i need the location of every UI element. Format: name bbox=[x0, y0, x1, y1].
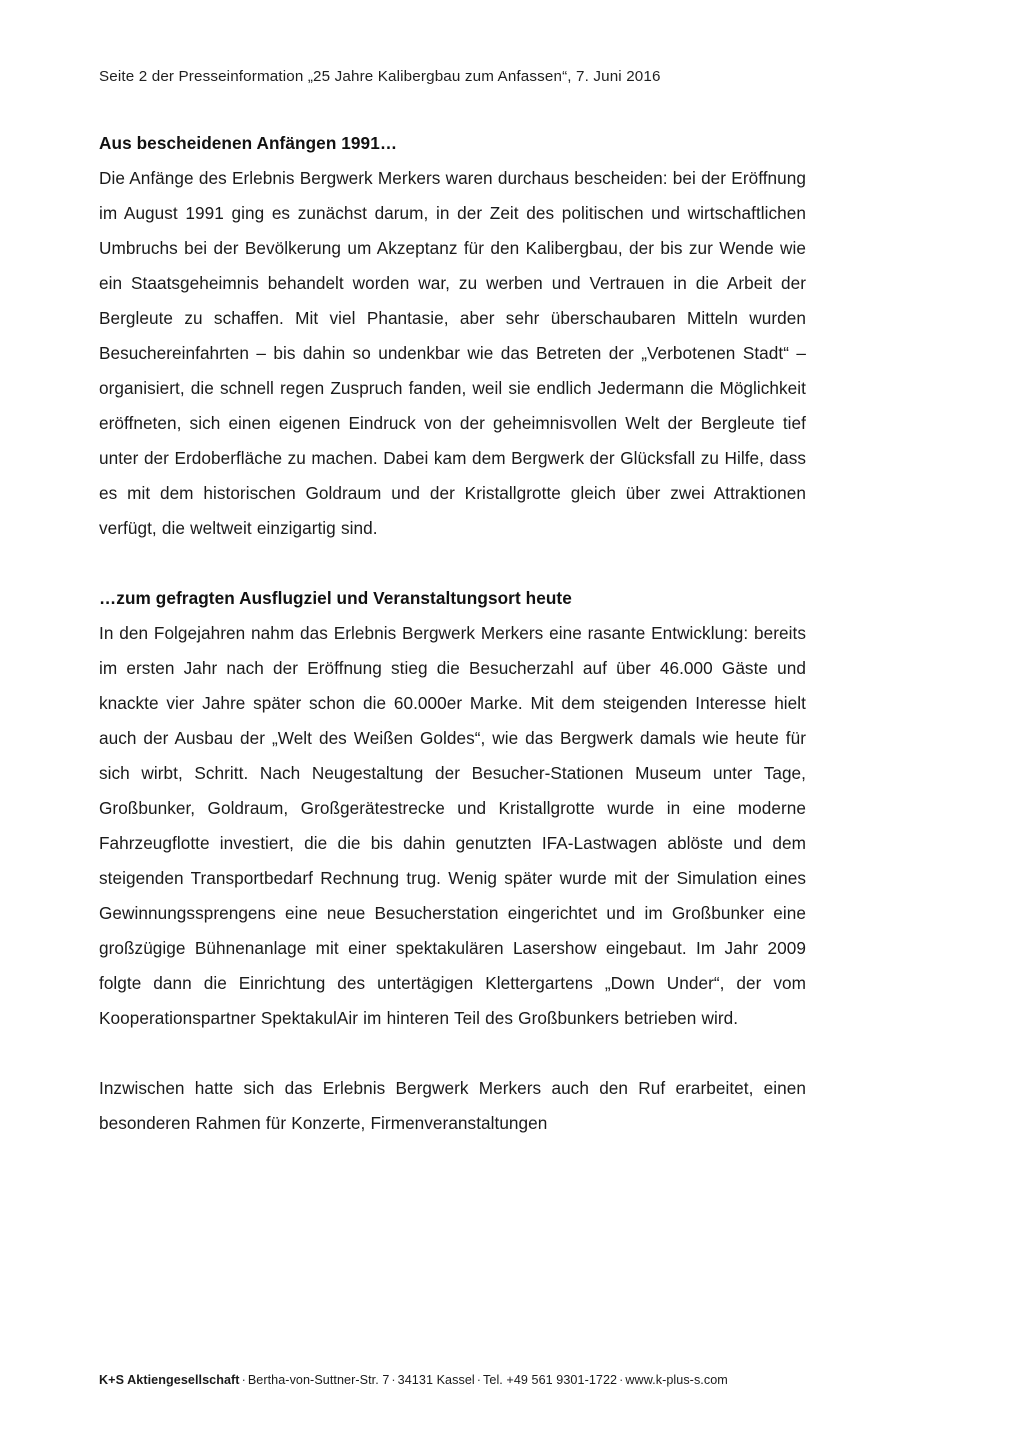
footer-separator-2: · bbox=[391, 1373, 396, 1387]
footer-website[interactable]: www.k-plus-s.com bbox=[625, 1373, 728, 1387]
footer-separator-3: · bbox=[476, 1373, 482, 1387]
footer-separator-4: · bbox=[619, 1373, 624, 1387]
page-footer bbox=[99, 1372, 859, 1389]
footer-address: Bertha-von-Suttner-Str. 7 bbox=[247, 1373, 390, 1387]
closing-paragraph: Inzwischen hatte sich das Erlebnis Bergwerk Merkers auch den Ruf erarbeitet, einen besonderen Rahmen für Konzerte, Firmenveranstaltungen bbox=[99, 1078, 806, 1133]
section-paragraph-1: Die Anfänge des Erlebnis Bergwerk Merkers waren durchaus bescheiden: bei der Eröffnung im August 1991 ging es zunächst darum, in der Zeit des politischen und wirtschaftlichen Umbruchs bei der Bevölkerung um Akzeptanz für den Kalibergbau, der bis zur Wende wie ein Staatsgeheimnis behandelt worden war, zu werben und Vertrauen in die Arbeit der Bergleute zu schaffen. Mit viel Phantasie, aber sehr überschaubaren Mitteln wurden Besuchereinfahrten – bis dahin so undenkbar wie das Betreten der „Verbotenen Stadt“ – organisiert, die schnell regen Zuspruch fanden, weil sie endlich Jedermann die Möglichkeit eröffneten, sich einen eigenen Eindruck von der geheimnisvollen Welt der Bergleute tief unter der Erdoberfläche zu machen. Dabei kam dem Bergwerk der Glücksfall zu Hilfe, dass es mit dem historischen Goldraum und der Kristallgrotte gleich über zwei Attraktionen verfügt, die weltweit einzigartig sind. bbox=[99, 168, 806, 538]
section-gap-1 bbox=[99, 546, 806, 581]
page-header-line: Seite 2 der Presseinformation „25 Jahre Kalibergbau zum Anfassen“, 7. Juni 2016 bbox=[99, 68, 661, 85]
section-heading-2: …zum gefragten Ausflugziel und Veranstaltungsort heute bbox=[99, 588, 572, 608]
section-heading-1: Aus bescheidenen Anfängen 1991… bbox=[99, 133, 398, 153]
footer-separator-1: · bbox=[241, 1373, 246, 1387]
document-body bbox=[99, 126, 806, 1141]
footer-company-name: K+S Aktiengesellschaft bbox=[99, 1373, 240, 1387]
section-paragraph-2: In den Folgejahren nahm das Erlebnis Bergwerk Merkers eine rasante Entwicklung: bereits im ersten Jahr nach der Eröffnung stieg die Besucherzahl auf über 46.000 Gäste und knackte vier Jahre später schon die 60.000er Marke. Mit dem steigenden Interesse hielt auch der Ausbau der „Welt des Weißen Goldes“, wie das Bergwerk damals wie heute für sich wirbt, Schritt. Nach Neugestaltung der Besucher-Stationen Museum unter Tage, Großbunker, Goldraum, Großgerätestrecke und Kristallgrotte wurde in eine moderne Fahrzeugflotte investiert, die die bis dahin genutzten IFA-Lastwagen ablöste und dem steigenden Transportbedarf Rechnung trug. Wenig später wurde mit der Simulation eines Gewinnungssprengens eine neue Besucherstation eingerichtet und im Großbunker eine großzügige Bühnenanlage mit einer spektakulären Lasershow eingebaut. Im Jahr 2009 folgte dann die Einrichtung des untertägigen Klettergartens „Down Under“, der vom Kooperationspartner SpektakulAir im hinteren Teil des Großbunkers betrieben wird. bbox=[99, 623, 806, 1028]
section-gap-2 bbox=[99, 1036, 806, 1071]
footer-city: 34131 Kassel bbox=[397, 1373, 475, 1387]
footer-phone: Tel. +49 561 9301-1722 bbox=[483, 1373, 618, 1387]
